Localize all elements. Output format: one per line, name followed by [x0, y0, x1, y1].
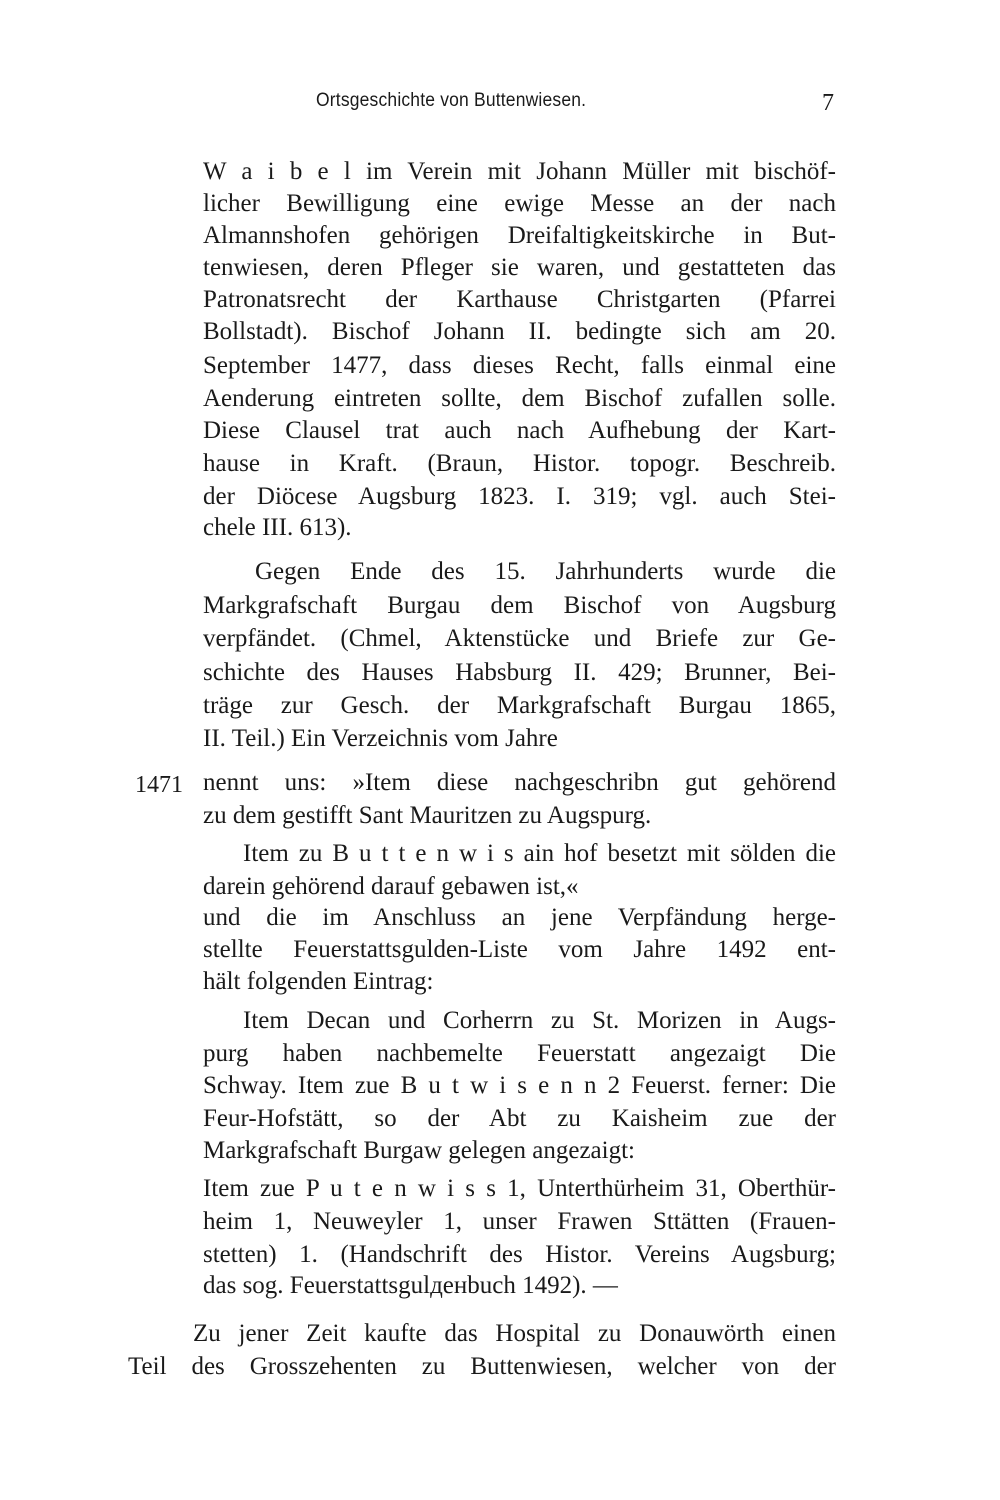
text-line: und die im Anschluss an jene Verpfändung herge-	[203, 904, 836, 931]
text-line: Feur-Hofstätt, so der Abt zu Kaisheim zue der	[203, 1105, 836, 1132]
text-line: Item Decan und Corherrn zu St. Morizen in Augs-	[243, 1007, 836, 1034]
text-line: träge zur Gesch. der Markgrafschaft Burgau 1865,	[203, 692, 836, 719]
text-line: schichte des Hauses Habsburg II. 429; Brunner, Bei-	[203, 659, 836, 686]
text-line: Markgrafschaft Burgaw gelegen angezaigt:	[203, 1137, 635, 1164]
text-line: Zu jener Zeit kaufte das Hospital zu Donauwörth einen	[193, 1320, 836, 1347]
text-line: zu dem gestifft Sant Mauritzen zu Augspurg.	[203, 802, 652, 829]
text-line: licher Bewilligung eine ewige Messe an der nach	[203, 190, 836, 217]
page-header	[0, 90, 1000, 120]
text-line: der Diöcese Augsburg 1823. I. 319; vgl. auch Stei-	[203, 483, 836, 510]
text-line: nennt uns: »Item diese nachgeschribn gut gehörend	[203, 769, 836, 796]
text-line: tenwiesen, deren Pfleger sie waren, und gestatteten das	[203, 254, 836, 281]
marginal-year: 1471	[135, 772, 183, 798]
text-line: hause in Kraft. (Braun, Histor. topogr. Beschreib.	[203, 450, 836, 477]
text-line: Teil des Grosszehenten zu Buttenwiesen, welcher von der	[128, 1353, 836, 1380]
text-line: purg haben nachbemelte Feuerstatt angezaigt Die	[203, 1040, 836, 1067]
text-line: Aenderung eintreten sollte, dem Bischof zufallen solle.	[203, 385, 836, 412]
text-line: Diese Clausel trat auch nach Aufhebung der Kart-	[203, 417, 836, 444]
text-line: darein gehörend darauf gebawen ist,«	[203, 873, 579, 900]
page-number: 7	[822, 90, 834, 116]
text-line: Almannshofen gehörigen Dreifaltigkeitskirche in But-	[203, 222, 836, 249]
text-line: verpfändet. (Chmel, Aktenstücke und Briefe zur Ge-	[203, 625, 836, 652]
text-line: stetten) 1. (Handschrift des Histor. Vereins Augsburg;	[203, 1241, 836, 1268]
text-line: Item zue P u t e n w i s s 1, Unterthürheim 31, Oberthür-	[203, 1175, 836, 1202]
text-line: Bollstadt). Bischof Johann II. bedingte sich am 20.	[203, 318, 836, 345]
text-line: chele III. 613).	[203, 514, 352, 541]
text-line: stellte Feuerstattsgulden-Liste vom Jahre 1492 ent-	[203, 936, 836, 963]
text-line: das sog. Feuerstattsgulденbuch 1492). —	[203, 1272, 618, 1299]
text-line: heim 1, Neuweyler 1, unser Frawen Sttätten (Frauen-	[203, 1208, 836, 1235]
text-line: Markgrafschaft Burgau dem Bischof von Augsburg	[203, 592, 836, 619]
text-line: Item zu B u t t e n w i s ain hof besetzt mit sölden die	[243, 840, 836, 867]
text-line: II. Teil.) Ein Verzeichnis vom Jahre	[203, 725, 558, 752]
running-title: Ortsgeschichte von Buttenwiesen.	[316, 90, 587, 111]
text-line: Patronatsrecht der Karthause Christgarten (Pfarrei	[203, 286, 836, 313]
text-line: hält folgenden Eintrag:	[203, 968, 434, 995]
text-line: September 1477, dass dieses Recht, falls einmal eine	[203, 352, 836, 379]
text-line: W a i b e l im Verein mit Johann Müller mit bischöf-	[203, 158, 836, 185]
text-line: Schway. Item zue B u t w i s e n n 2 Feuerst. ferner: Die	[203, 1072, 836, 1099]
text-line: Gegen Ende des 15. Jahrhunderts wurde die	[255, 558, 836, 585]
